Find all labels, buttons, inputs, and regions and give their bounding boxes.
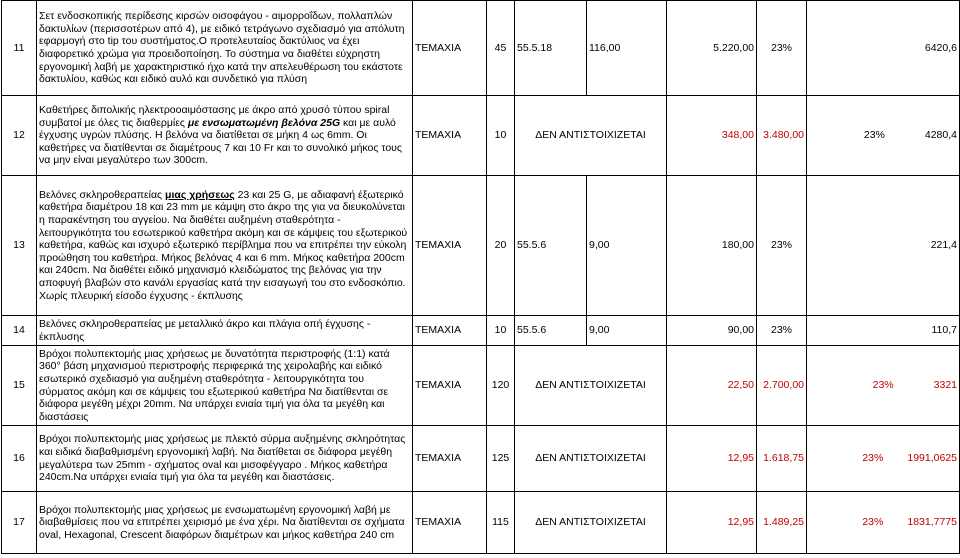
table-row xyxy=(2,176,960,316)
unit-cell: ΤΕΜΑΧΙΑ xyxy=(413,426,487,492)
description-text: και με αυλό έγχυσης υγρών πλύσης. Η βελόνα να διατίθεται σε μήκη 4 ως 6mm. Οι καθετήρες να διατίθενται σε διαμέτρους 7 και 10 Fr και το συνολικό μήκος τους να μην είναι μεγαλύτερο των 300cm. xyxy=(39,116,402,167)
unit-cell: ΤΕΜΑΧΙΑ xyxy=(413,492,487,554)
description-text: Καθετήρες διπολικής ηλεκτροοαιμόστασης με άκρο από χρυσό τύπου spiral συμβατοί με όλες τις διαθερμίες xyxy=(39,104,390,129)
description-text: Βελόνες σκληροθεραπείας xyxy=(39,188,166,201)
final-total-value: 1831,7775 xyxy=(907,516,957,529)
final-total-value: 1991,0625 xyxy=(907,452,957,465)
item-description xyxy=(37,96,413,176)
vat-cell: 23% xyxy=(757,1,807,96)
final-total-value: 3321 xyxy=(933,379,957,392)
unit-price-cell: 9,00 xyxy=(587,176,667,316)
description-text: 23 και 25 G, με αδιαφανή έξωτερικό καθετήρα διαμέτρου 18 και 23 mm με κάμψη στο άκρο της για να διευκολύνεται η παρακέντηση του αγγείου. Να διαθέτει αυξημένη σταθερότητα - λειτουργικότητα του εσωτερικού καθετήρα ακόμη και σε κάμψεις του εξωτερικού καθετήρα, καθώς και ισχυρό εξωτερικό περίβλημα που να επιτρέπει την εύκολη προώθηση του καθετήρα. Μήκος βελόνας 4 και 6 mm. Μήκος καθετήρα 200cm και 240cm. Να διαθέτει ειδικό μηχανισμό κλειδώματος της βελόνας για την αποφυγή βλαβών στο κανάλι εργασίας κατά την εισαγωγή του στο ενδοσκόπιο. Χωρίς πλευρική είσοδο έγχυσης - έκπλυσης xyxy=(39,188,408,302)
total-cell: 2.700,00 xyxy=(757,346,807,426)
tender-items-table xyxy=(1,0,960,554)
final-total-cell: 221,4 xyxy=(807,176,960,316)
final-total-cell: 6420,6 xyxy=(807,1,960,96)
quantity-cell: 10 xyxy=(487,96,515,176)
final-total-cell xyxy=(807,346,960,426)
table-row xyxy=(2,96,960,176)
table-row xyxy=(2,316,960,346)
unit-price-cell: 348,00 xyxy=(667,96,757,176)
unit-price-cell: 12,95 xyxy=(667,426,757,492)
vat-cell: 23% xyxy=(863,129,885,142)
table-row xyxy=(2,1,960,96)
code-cell: ΔΕΝ ΑΝΤΙΣΤΟΙΧΙΖΕΤΑΙ xyxy=(515,492,667,554)
table-row xyxy=(2,346,960,426)
quantity-cell: 45 xyxy=(487,1,515,96)
row-number: 15 xyxy=(2,346,37,426)
total-cell: 180,00 xyxy=(667,176,757,316)
total-cell: 3.480,00 xyxy=(757,96,807,176)
table-row xyxy=(2,492,960,554)
unit-cell: ΤΕΜΑΧΙΑ xyxy=(413,1,487,96)
quantity-cell: 115 xyxy=(487,492,515,554)
vat-cell: 23% xyxy=(862,516,884,529)
final-total-cell: 110,7 xyxy=(807,316,960,346)
row-number: 12 xyxy=(2,96,37,176)
code-cell: 55.5.6 xyxy=(515,316,587,346)
description-emphasis: με ενσωματωμένη βελόνα 25G xyxy=(187,116,341,129)
code-cell: 55.5.6 xyxy=(515,176,587,316)
quantity-cell: 20 xyxy=(487,176,515,316)
final-total-cell xyxy=(807,96,960,176)
total-cell: 5.220,00 xyxy=(667,1,757,96)
unit-price-cell: 12,95 xyxy=(667,492,757,554)
unit-price-cell: 22,50 xyxy=(667,346,757,426)
total-cell: 1.489,25 xyxy=(757,492,807,554)
final-total-cell xyxy=(807,426,960,492)
row-number: 13 xyxy=(2,176,37,316)
total-cell: 90,00 xyxy=(667,316,757,346)
code-cell: ΔΕΝ ΑΝΤΙΣΤΟΙΧΙΖΕΤΑΙ xyxy=(515,346,667,426)
unit-price-cell: 116,00 xyxy=(587,1,667,96)
code-cell: ΔΕΝ ΑΝΤΙΣΤΟΙΧΙΖΕΤΑΙ xyxy=(515,426,667,492)
item-description: Βρόχοι πολυπεκτομής μιας χρήσεως με δυνατότητα περιστροφής (1:1) κατά 360° βάση μηχανισμού περιστροφής περιφερικά της χειρολαβής και ειδικό εσωτερικό σχεδιασμό για αυξημένη σταθερότητα - λειτουργικότητα του σύρματος ακόμη και σε κάμψεις του εξωτερικού καθετήρα Να διατίθενται σε διάφορα μεγέθη μέχρι 20mm. Να υπάρχει ενιαία τιμή για όλα τα μεγέθη και διαστάσεις xyxy=(37,346,413,426)
vat-cell: 23% xyxy=(757,176,807,316)
final-total-cell xyxy=(807,492,960,554)
item-description: Βρόχοι πολυπεκτομής μιας χρήσεως με πλεκτό σύρμα αυξημένης σκληρότητας και ειδικά διαβαθμισμένη εργονομική λαβή. Να διατίθεται σε διάφορα μεγέθη μεγαλύτερα των 25mm - σχήματος oval και μισοφέγγαρο . Μήκος καθετήρα 240cm.Να υπάρχει ενιαία τιμή για όλα τα μεγέθη και διαστάσεις. xyxy=(37,426,413,492)
row-number: 17 xyxy=(2,492,37,554)
vat-cell: 23% xyxy=(862,452,884,465)
unit-price-cell: 9,00 xyxy=(587,316,667,346)
row-number: 11 xyxy=(2,1,37,96)
quantity-cell: 120 xyxy=(487,346,515,426)
quantity-cell: 125 xyxy=(487,426,515,492)
row-number: 16 xyxy=(2,426,37,492)
description-emphasis: μιας χρήσεως xyxy=(165,188,235,201)
vat-cell: 23% xyxy=(872,379,894,392)
quantity-cell: 10 xyxy=(487,316,515,346)
unit-cell: ΤΕΜΑΧΙΑ xyxy=(413,96,487,176)
item-description: Βελόνες σκληροθεραπείας με μεταλλικό άκρο και πλάγια οπή έγχυσης - έκπλυσης xyxy=(37,316,413,346)
item-description: Βρόχοι πολυπεκτομής μιας χρήσεως με ενσωματωμένη εργονομική λαβή με διαβαθμίσεις που να επιτρέπει χειρισμό με ένα χέρι. Να διατίθενται σε σχήματα oval, Hexagonal, Crescent διαφόρων διαμέτρων και μήκος καθετήρα 240 cm xyxy=(37,492,413,554)
code-cell: ΔΕΝ ΑΝΤΙΣΤΟΙΧΙΖΕΤΑΙ xyxy=(515,96,667,176)
item-description xyxy=(37,176,413,316)
table-row xyxy=(2,426,960,492)
total-cell: 1.618,75 xyxy=(757,426,807,492)
unit-cell: ΤΕΜΑΧΙΑ xyxy=(413,316,487,346)
unit-cell: ΤΕΜΑΧΙΑ xyxy=(413,176,487,316)
row-number: 14 xyxy=(2,316,37,346)
unit-cell: ΤΕΜΑΧΙΑ xyxy=(413,346,487,426)
final-total-value: 4280,4 xyxy=(924,129,957,142)
vat-cell: 23% xyxy=(757,316,807,346)
item-description: Σετ ενδοσκοπικής περίδεσης κιρσών οισοφάγου - αιμορροΐδων, πολλαπλών δακτυλίων (περισσοτέρων από 4), με ειδικό τετράγωνο σχεδιασμό για απόλυτη εφαρμογή στο tip του συστήματος.Ο προτελευταίος δακτύλιος να έχει διαφορετικό χρώμα για προειδοποίηση. Το σύστημα να διαθέτει εύχρηστη εργονομική λαβή με χαρακτηριστικό ήχο κατά την απελευθέρωση του εκάστοτε δακτυλίου, καθώς και ειδικό αυλό και συνδετικό για πλύση xyxy=(37,1,413,96)
code-cell: 55.5.18 xyxy=(515,1,587,96)
